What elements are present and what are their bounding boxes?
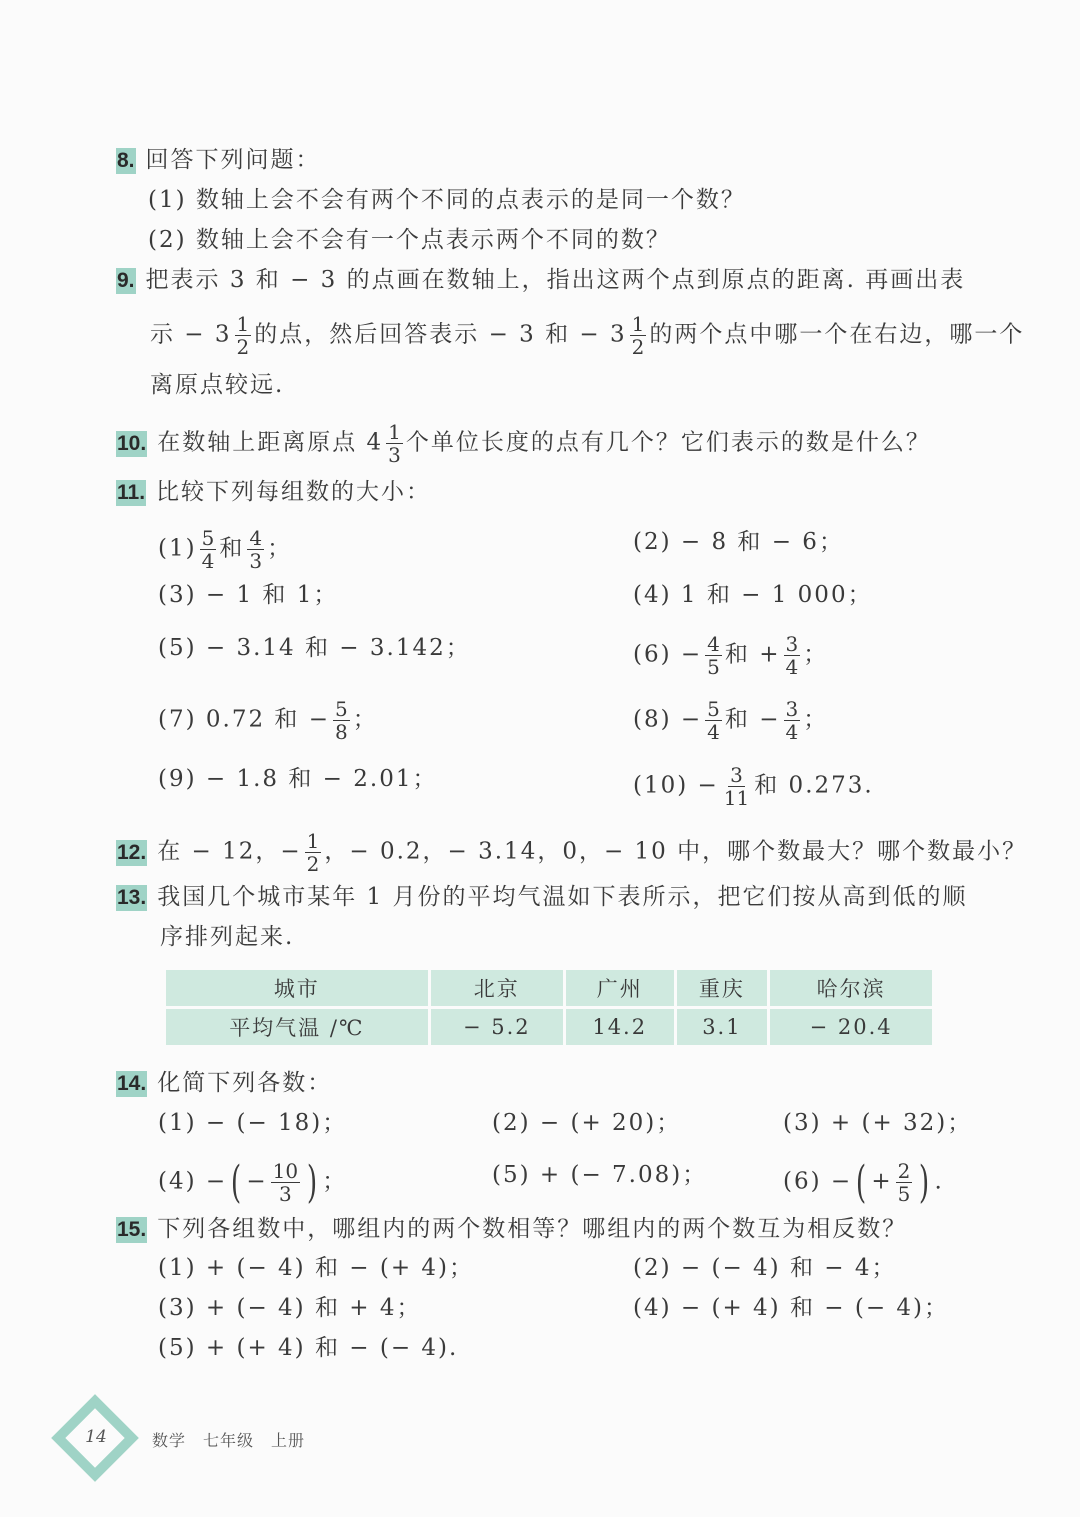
q10-text-a: 在数轴上距离原点 4 xyxy=(157,429,384,456)
table-cell: 广州 xyxy=(564,969,675,1008)
q10-text-b: 个单位长度的点有几个？它们表示的数是什么？ xyxy=(405,429,931,456)
q9-fraction-2: $\frac{1}{2}$ xyxy=(631,312,645,359)
q9-line3: 离原点较远. xyxy=(150,372,285,398)
q11-item7: (7) 0.72 和 − $\frac{5}{8}$ ； xyxy=(158,697,378,744)
q12-number: 12. xyxy=(117,840,147,864)
q15-item1: (1) + (− 4) 和 − (+ 4)； xyxy=(158,1255,475,1281)
book-title: 数学 七年级 上册 xyxy=(152,1431,306,1450)
q15-title: 下列各组数中，哪组内的两个数相等？哪组内的两个数互为相反数？ xyxy=(157,1216,908,1242)
q11-item1-frac-b: $\frac{4}{3}$ xyxy=(249,526,263,573)
q14-item1: (1) − (− 18)； xyxy=(158,1110,348,1136)
table-cell: 3.1 xyxy=(675,1008,769,1047)
q14-item5: (5) + (− 7.08)； xyxy=(492,1162,708,1188)
q9-line1 xyxy=(116,265,965,295)
q11-item10: (10) − $\frac{3}{11}$ 和 0.273. xyxy=(633,763,874,810)
q13-line2: 序排列起来. xyxy=(160,924,295,950)
q11-item8-frac-b: $\frac{3}{4}$ xyxy=(785,697,799,744)
table-cell: 哈尔滨 xyxy=(769,969,934,1008)
table-header-row xyxy=(165,969,934,1008)
q14-item6-frac: $\frac{2}{5}$ xyxy=(897,1159,911,1206)
table-cell: 平均气温 /℃ xyxy=(165,1008,430,1047)
table-cell: 城市 xyxy=(165,969,430,1008)
q9-text1: 把表示 3 和 − 3 的点画在数轴上，指出这两个点到原点的距离. 再画出表 xyxy=(145,267,966,293)
q11-item9: (9) − 1.8 和 − 2.01； xyxy=(158,766,438,792)
q8-part2: (2) 数轴上会不会有一个点表示两个不同的数？ xyxy=(148,227,671,253)
q12-fraction: $\frac{1}{2}$ xyxy=(306,829,320,876)
q10-number: 10. xyxy=(117,431,147,455)
q11-item4: (4) 1 和 − 1 000； xyxy=(633,582,873,608)
q11-item5: (5) − 3.14 和 − 3.142； xyxy=(158,635,471,661)
q15-number: 15. xyxy=(117,1218,147,1241)
q11-item8-frac-a: $\frac{5}{4}$ xyxy=(707,697,720,744)
q11-item10-frac: $\frac{3}{11}$ xyxy=(723,763,750,810)
q11-item6-frac-b: $\frac{3}{4}$ xyxy=(785,632,799,679)
table-cell: − 5.2 xyxy=(429,1008,564,1047)
q9-text2c: 的两个点中哪一个在右边，哪一个 xyxy=(649,321,1025,348)
q13-line1 xyxy=(116,882,967,912)
q15-item5: (5) + (+ 4) 和 − (− 4). xyxy=(158,1335,459,1361)
q14-item4-frac: $\frac{10}{3}$ xyxy=(272,1159,299,1206)
q11-item2: (2) − 8 和 − 6； xyxy=(633,529,844,555)
q8-title-line xyxy=(116,145,321,175)
q9-text2a: 示 − 3 xyxy=(150,321,232,348)
q12-line xyxy=(116,830,1027,875)
q14-item3: (3) + (+ 32)； xyxy=(783,1110,973,1136)
q9-fraction-1: $\frac{1}{2}$ xyxy=(236,312,250,359)
q9-number: 9. xyxy=(117,269,135,292)
q9-line2 xyxy=(150,313,1024,358)
q9-text2b: 的点，然后回答表示 − 3 和 − 3 xyxy=(254,321,627,348)
q15-item4: (4) − (+ 4) 和 − (− 4)； xyxy=(633,1295,950,1321)
q12-text-a: 在 − 12，− xyxy=(157,838,302,865)
q11-item7-frac: $\frac{5}{8}$ xyxy=(335,697,348,744)
q14-item4: (4) −( − $\frac{10}{3}$ ) ； xyxy=(158,1156,348,1208)
table-cell: 重庆 xyxy=(675,969,769,1008)
q8-part1: (1) 数轴上会不会有两个不同的点表示的是同一个数？ xyxy=(148,187,746,213)
q11-item6: (6) − $\frac{4}{5}$ 和 + $\frac{3}{4}$ ； xyxy=(633,632,829,679)
q11-title: 比较下列每组数的大小： xyxy=(156,479,432,505)
q8-title: 回答下列问题： xyxy=(145,147,321,173)
q11-item1-frac-a: $\frac{5}{4}$ xyxy=(201,526,215,573)
table-cell: 14.2 xyxy=(564,1008,675,1047)
q12-text-b: ，− 0.2，− 3.14，0，− 10 中，哪个数最大？哪个数最小？ xyxy=(324,838,1028,865)
table-cell: − 20.4 xyxy=(769,1008,934,1047)
q11-number: 11. xyxy=(117,481,146,504)
table-cell: 北京 xyxy=(429,969,564,1008)
q11-item1: (1) $\frac{5}{4}$ 和 $\frac{4}{3}$ ； xyxy=(158,526,293,573)
q14-item2: (2) − (+ 20)； xyxy=(492,1110,682,1136)
q11-title-line xyxy=(116,477,431,507)
q10-line xyxy=(116,421,931,466)
q10-fraction: $\frac{1}{3}$ xyxy=(388,420,401,467)
q15-item3: (3) + (− 4) 和 + 4； xyxy=(158,1295,422,1321)
q15-title-line xyxy=(116,1214,907,1244)
q13-number: 13. xyxy=(117,886,147,909)
q14-title: 化简下列各数： xyxy=(157,1070,333,1096)
q11-item8: (8) − $\frac{5}{4}$ 和 − $\frac{3}{4}$ ； xyxy=(633,697,829,744)
q15-item2: (2) − (− 4) 和 − 4； xyxy=(633,1255,897,1281)
table-row xyxy=(165,1008,934,1047)
q11-item3: (3) − 1 和 1； xyxy=(158,582,339,608)
page-number: 14 xyxy=(85,1427,107,1447)
q11-item6-frac-a: $\frac{4}{5}$ xyxy=(707,632,720,679)
q14-item6: (6) −( + $\frac{2}{5}$ ) . xyxy=(783,1156,944,1208)
temperature-table xyxy=(163,967,935,1048)
q14-title-line xyxy=(116,1068,332,1098)
q13-text1: 我国几个城市某年 1 月份的平均气温如下表所示，把它们按从高到低的顺 xyxy=(157,884,968,910)
q14-number: 14. xyxy=(117,1072,147,1095)
q8-number: 8. xyxy=(117,149,135,172)
